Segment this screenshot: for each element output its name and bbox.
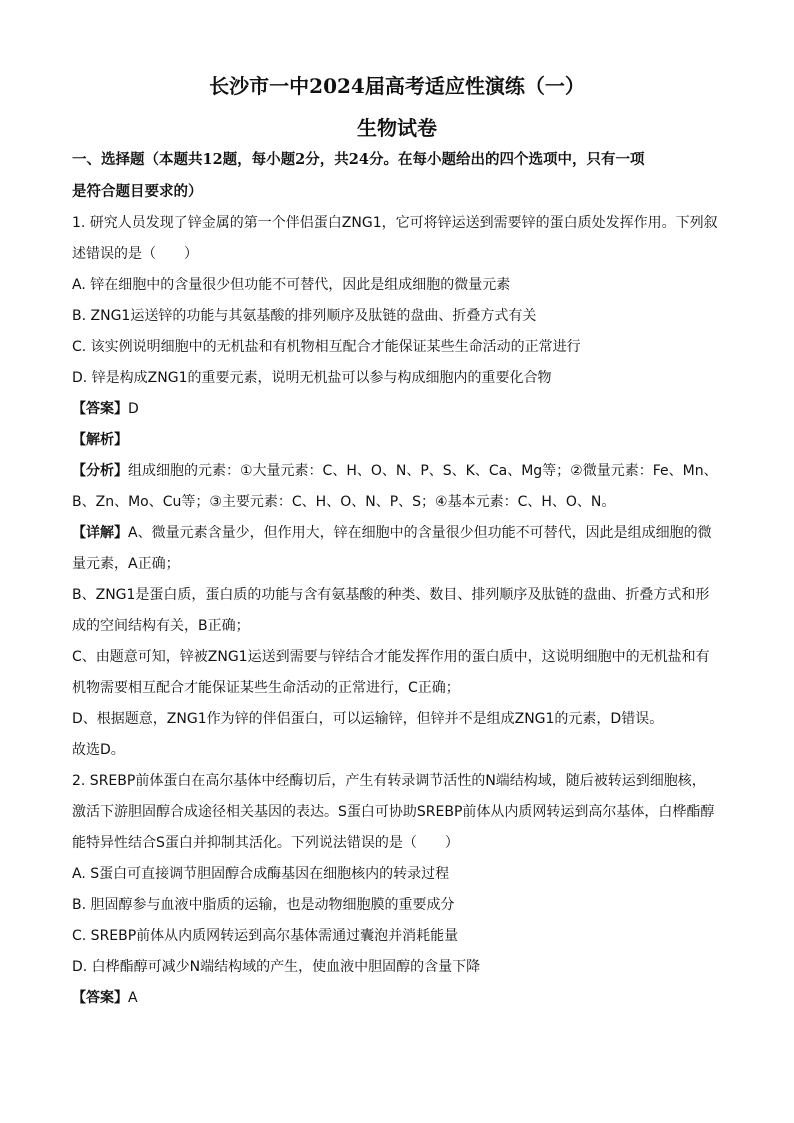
q1-option-c: C. 该实例说明细胞中的无机盐和有机物相互配合才能保证某些生命活动的正常进行 (72, 339, 581, 355)
q2-option-a: A. S蛋白可直接调节胆固醇合成酶基因在细胞核内的转录过程 (72, 866, 450, 882)
q1-xiangjie-line-7: D、根据题意，ZNG1作为锌的伴侣蛋白，可以运输锌，但锌并不是组成ZNG1的元素，D错误。 (72, 711, 664, 727)
fenxi-text-1: 组成细胞的元素：①大量元素：C、H、O、N、P、S、K、Ca、Mg等；②微量元素：Fe、Mn、 (128, 463, 718, 479)
q2-answer (72, 988, 732, 1008)
q2-option-c: C. SREBP前体从内质网转运到高尔基体需通过囊泡并消耗能量 (72, 928, 459, 944)
q1-xiangjie-line-3: B、ZNG1是蛋白质，蛋白质的功能与含有氨基酸的种类、数目、排列顺序及肽链的盘曲、折叠方式和形 (72, 587, 710, 603)
fenxi-tag: 【分析】 (72, 463, 128, 479)
page-subtitle: 生物试卷 (357, 116, 437, 140)
answer-value: D (128, 401, 139, 417)
q2-stem-line-3: 能特异性结合S蛋白并抑制其活化。下列说法错误的是（ ） (72, 835, 459, 851)
xiangjie-tag: 【详解】 (72, 525, 128, 541)
answer-tag: 【答案】 (72, 990, 128, 1006)
page-title: 长沙市一中2024届高考适应性演练（一） (209, 74, 585, 98)
answer-tag: 【答案】 (72, 401, 128, 417)
q1-analysis-tag (72, 430, 732, 450)
q1-stem-line-2: 述错误的是（ ） (72, 246, 198, 262)
q1-option-a: A. 锌在细胞中的含量很少但功能不可替代，因此是组成细胞的微量元素 (72, 277, 511, 293)
q1-conclusion: 故选D。 (72, 742, 125, 758)
q1-option-d: D. 锌是构成ZNG1的重要元素，说明无机盐可以参与构成细胞内的重要化合物 (72, 370, 552, 386)
q1-xiangjie-line-4: 成的空间结构有关，B正确； (72, 618, 250, 634)
q1-xiangjie-line-2: 量元素，A正确； (72, 556, 180, 572)
q1-answer (72, 399, 732, 419)
q1-stem-line-1: 1. 研究人员发现了锌金属的第一个伴侣蛋白ZNG1，它可将锌运送到需要锌的蛋白质处发挥作用。下列叙 (72, 215, 718, 231)
q1-xiangjie-line-6: 机物需要相互配合才能保证某些生命活动的正常进行，C正确； (72, 680, 460, 696)
q1-fenxi-line-1 (72, 461, 732, 481)
q1-xiangjie-line-1 (72, 523, 732, 543)
q2-option-d: D. 白桦酯醇可减少N端结构域的产生，使血液中胆固醇的含量下降 (72, 959, 481, 975)
xiangjie-text-1: A、微量元素含量少，但作用大，锌在细胞中的含量很少但功能不可替代，因此是组成细胞的微 (128, 525, 712, 541)
q1-xiangjie-line-5: C、由题意可知，锌被ZNG1运送到需要与锌结合才能发挥作用的蛋白质中，这说明细胞中的无机盐和有 (72, 649, 710, 665)
q2-stem-line-2: 激活下游胆固醇合成途径相关基因的表达。S蛋白可协助SREBP前体从内质网转运到高尔基体，白桦酯醇 (72, 804, 715, 820)
q1-option-b: B. ZNG1运送锌的功能与其氨基酸的排列顺序及肽链的盘曲、折叠方式有关 (72, 308, 537, 324)
q1-fenxi-line-2: B、Zn、Mo、Cu等；③主要元素：C、H、O、N、P、S；④基本元素：C、H、O、N。 (72, 494, 616, 510)
section-heading-line-1: 一、选择题（本题共12题，每小题2分，共24分。在每小题给出的四个选项中，只有一项 (72, 151, 645, 168)
q2-option-b: B. 胆固醇参与血液中脂质的运输，也是动物细胞膜的重要成分 (72, 897, 455, 913)
section-heading-line-2: 是符合题目要求的） (72, 183, 203, 200)
q2-stem-line-1: 2. SREBP前体蛋白在高尔基体中经酶切后，产生有转录调节活性的N端结构域，随后被转运到细胞核， (72, 773, 706, 789)
analysis-tag: 【解析】 (72, 432, 128, 448)
answer-value: A (128, 990, 138, 1006)
